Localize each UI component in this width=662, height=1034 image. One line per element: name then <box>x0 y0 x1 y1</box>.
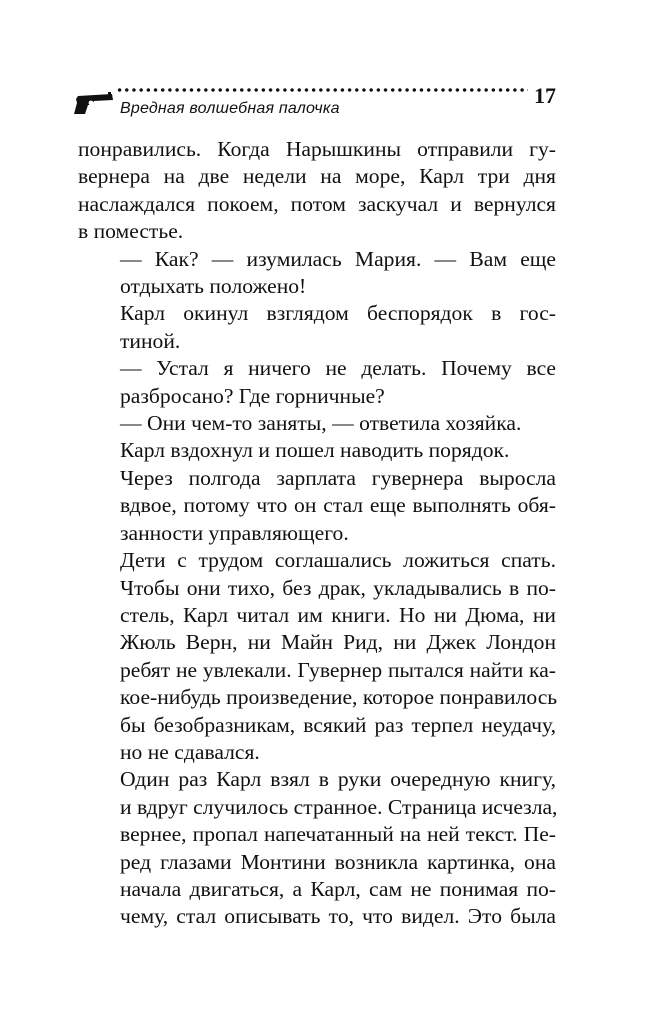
paragraph <box>78 437 556 464</box>
paragraph <box>78 246 556 301</box>
page-header <box>72 78 562 128</box>
text-line: — Устал я ничего не делать. Почему все <box>120 356 556 381</box>
text-line: но не сдавался. <box>120 739 260 764</box>
text-line: начала двигаться, а Карл, сам не понимая по- <box>120 876 556 901</box>
text-line: — Они чем-то заняты, — ответила хозяйка. <box>120 411 522 436</box>
text-line: Дети с трудом соглашались ложиться спать. <box>120 548 556 573</box>
paragraph <box>78 547 556 766</box>
body-text <box>78 136 556 931</box>
text-line: разбросано? Где горничные? <box>120 383 385 408</box>
text-line: наслаждался покоем, потом заскучал и вернулся <box>78 191 556 216</box>
text-line: отдыхать положено! <box>120 274 307 299</box>
text-line: ребят не увлекали. Гувернер пытался найти ка- <box>120 657 556 682</box>
paragraph <box>78 410 556 437</box>
text-line: ред глазами Монтини возникла картинка, она <box>120 849 556 874</box>
text-line: бы безобразникам, всякий раз терпел неудачу, <box>120 712 556 737</box>
text-line: кое-нибудь произведение, которое понравилось <box>120 685 558 710</box>
text-line: и вдруг случилось странное. Страница исчезла, <box>120 794 558 819</box>
paragraph <box>78 355 556 410</box>
paragraph <box>78 766 556 930</box>
text-line: Жюль Верн, ни Майн Рид, ни Джек Лондон <box>120 630 556 655</box>
text-line: вернее, пропал напечатанный на ней текст. Пе- <box>120 822 556 847</box>
text-line: стель, Карл читал им книги. Но ни Дюма, ни <box>120 602 556 627</box>
text-line: тиной. <box>120 328 181 353</box>
revolver-icon <box>72 90 114 116</box>
dotted-rule <box>116 87 528 93</box>
text-line: Через полгода зарплата гувернера выросла <box>120 465 556 490</box>
text-line: Карл вздохнул и пошел наводить порядок. <box>120 438 510 463</box>
text-line: занности управляющего. <box>120 520 349 545</box>
paragraph <box>78 136 556 246</box>
page-number: 17 <box>534 83 556 108</box>
text-line: вдвое, потому что он стал еще выполнять обя- <box>120 493 556 518</box>
text-line: — Как? — изумилась Мария. — Вам еще <box>120 246 556 271</box>
text-line: Один раз Карл взял в руки очередную книгу, <box>120 767 556 792</box>
text-line: вернера на две недели на море, Карл три дня <box>78 164 556 189</box>
text-line: Карл окинул взглядом беспорядок в гос- <box>120 301 556 326</box>
text-line: понравились. Когда Нарышкины отправили гу- <box>78 137 556 161</box>
text-line: в поместье. <box>78 219 184 244</box>
paragraph <box>78 465 556 547</box>
paragraph <box>78 300 556 355</box>
text-line: Чтобы они тихо, без драк, укладывались в по- <box>120 575 556 600</box>
running-title: Вредная волшебная палочка <box>120 100 340 117</box>
text-line: чему, стал описывать то, что видел. Это была <box>120 904 556 929</box>
